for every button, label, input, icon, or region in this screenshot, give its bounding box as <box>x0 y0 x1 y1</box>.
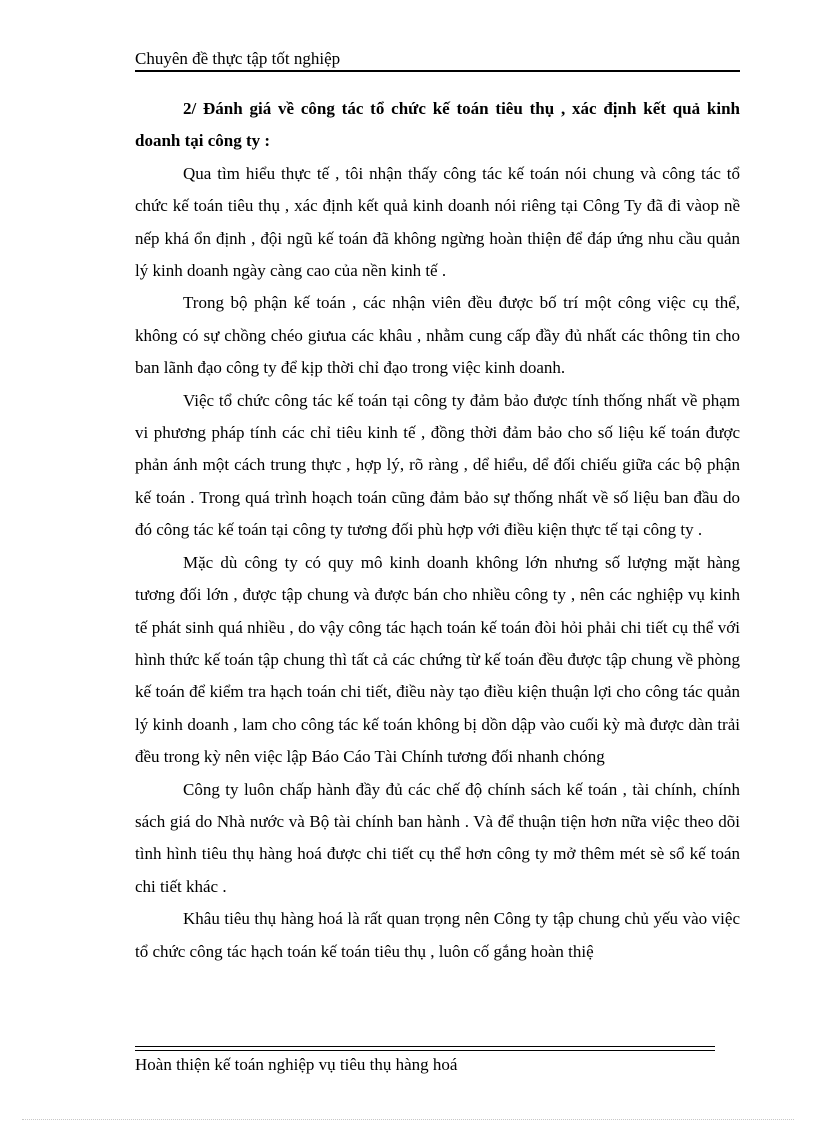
paragraph-4: Mặc dù công ty có quy mô kinh doanh không lớn nhưng số lượng mặt hàng tương đối lớn , được tập chung và được bán cho nhiều công ty , nên các nghiệp vụ kinh tế phát sinh quá nhiều , do vậy công tác hạch toán kế toán đòi hỏi phải chi tiết cụ thể với hình thức kế toán tập chung thì tất cả các chứng từ kế toán đều được tập chung về phòng kế toán để kiểm tra hạch toán chi tiết, điều này tạo điều kiện thuận lợi cho công tác quản lý kinh doanh , lam cho công tác kế toán không bị dồn dập vào cuối kỳ mà được dàn trải đều trong kỳ nên việc lập Báo Cáo Tài Chính tương đối nhanh chóng <box>135 552 740 767</box>
paragraph-2: Trong bộ phận kế toán , các nhận viên đều được bố trí một công việc cụ thể, không có sự chồng chéo giưua các khâu , nhằm cung cấp đầy đủ nhất các thông tin cho ban lãnh đạo công ty để kịp thời chỉ đạo trong việc kinh doanh. <box>135 293 740 378</box>
page-bottom-edge <box>22 1119 794 1120</box>
page-footer-title: Hoàn thiện kế toán nghiệp vụ tiêu thụ hàng hoá <box>135 1055 458 1074</box>
section-heading: 2/ Đánh giá về công tác tổ chức kế toán tiêu thụ , xác định kết quả kinh doanh tại công ty : <box>135 99 740 151</box>
footer-rule <box>135 1046 715 1051</box>
document-body <box>135 93 740 968</box>
paragraph-6: Khâu tiêu thụ hàng hoá là rất quan trọng nên Công ty tập chung chủ yếu vào việc tổ chức công tác hạch toán kế toán tiêu thụ , luôn cố gắng hoàn thiệ <box>135 909 740 961</box>
paragraph-3: Việc tổ chức công tác kế toán tại công ty đảm bảo được tính thống nhất về phạm vi phương pháp tính các chỉ tiêu kinh tế , đồng thời đảm bảo cho số liệu kế toán được phản ánh một cách trung thực , hợp lý, rõ ràng , dể hiểu, dể đối chiếu giữa các bộ phận kế toán . Trong quá trình hoạch toán cũng đảm bảo sự thống nhất về số liệu ban đầu do đó công tác kế toán tại công ty tương đối phù hợp với điều kiện thực tế tại công ty . <box>135 390 740 540</box>
header-rule <box>135 70 740 72</box>
page-header-title: Chuyên đề thực tập tốt nghiệp <box>135 49 341 68</box>
paragraph-1: Qua tìm hiểu thực tế , tôi nhận thấy công tác kế toán nói chung và công tác tổ chức kế toán tiêu thụ , xác định kết quả kinh doanh nói riêng tại Công Ty đã đi vàop nề nếp khá ổn định , đội ngũ kế toán đã không ngừng hoàn thiện để đáp ứng nhu cầu quản lý kinh doanh ngày càng cao của nền kinh tế . <box>135 163 740 281</box>
paragraph-5: Công ty luôn chấp hành đầy đủ các chế độ chính sách kế toán , tài chính, chính sách giá do Nhà nước và Bộ tài chính ban hành . Và để thuận tiện hơn nữa việc theo dõi tình hình tiêu thụ hàng hoá được chi tiết cụ thể hơn công ty mở thêm mét sè sổ kế toán chi tiết khác . <box>135 779 740 896</box>
